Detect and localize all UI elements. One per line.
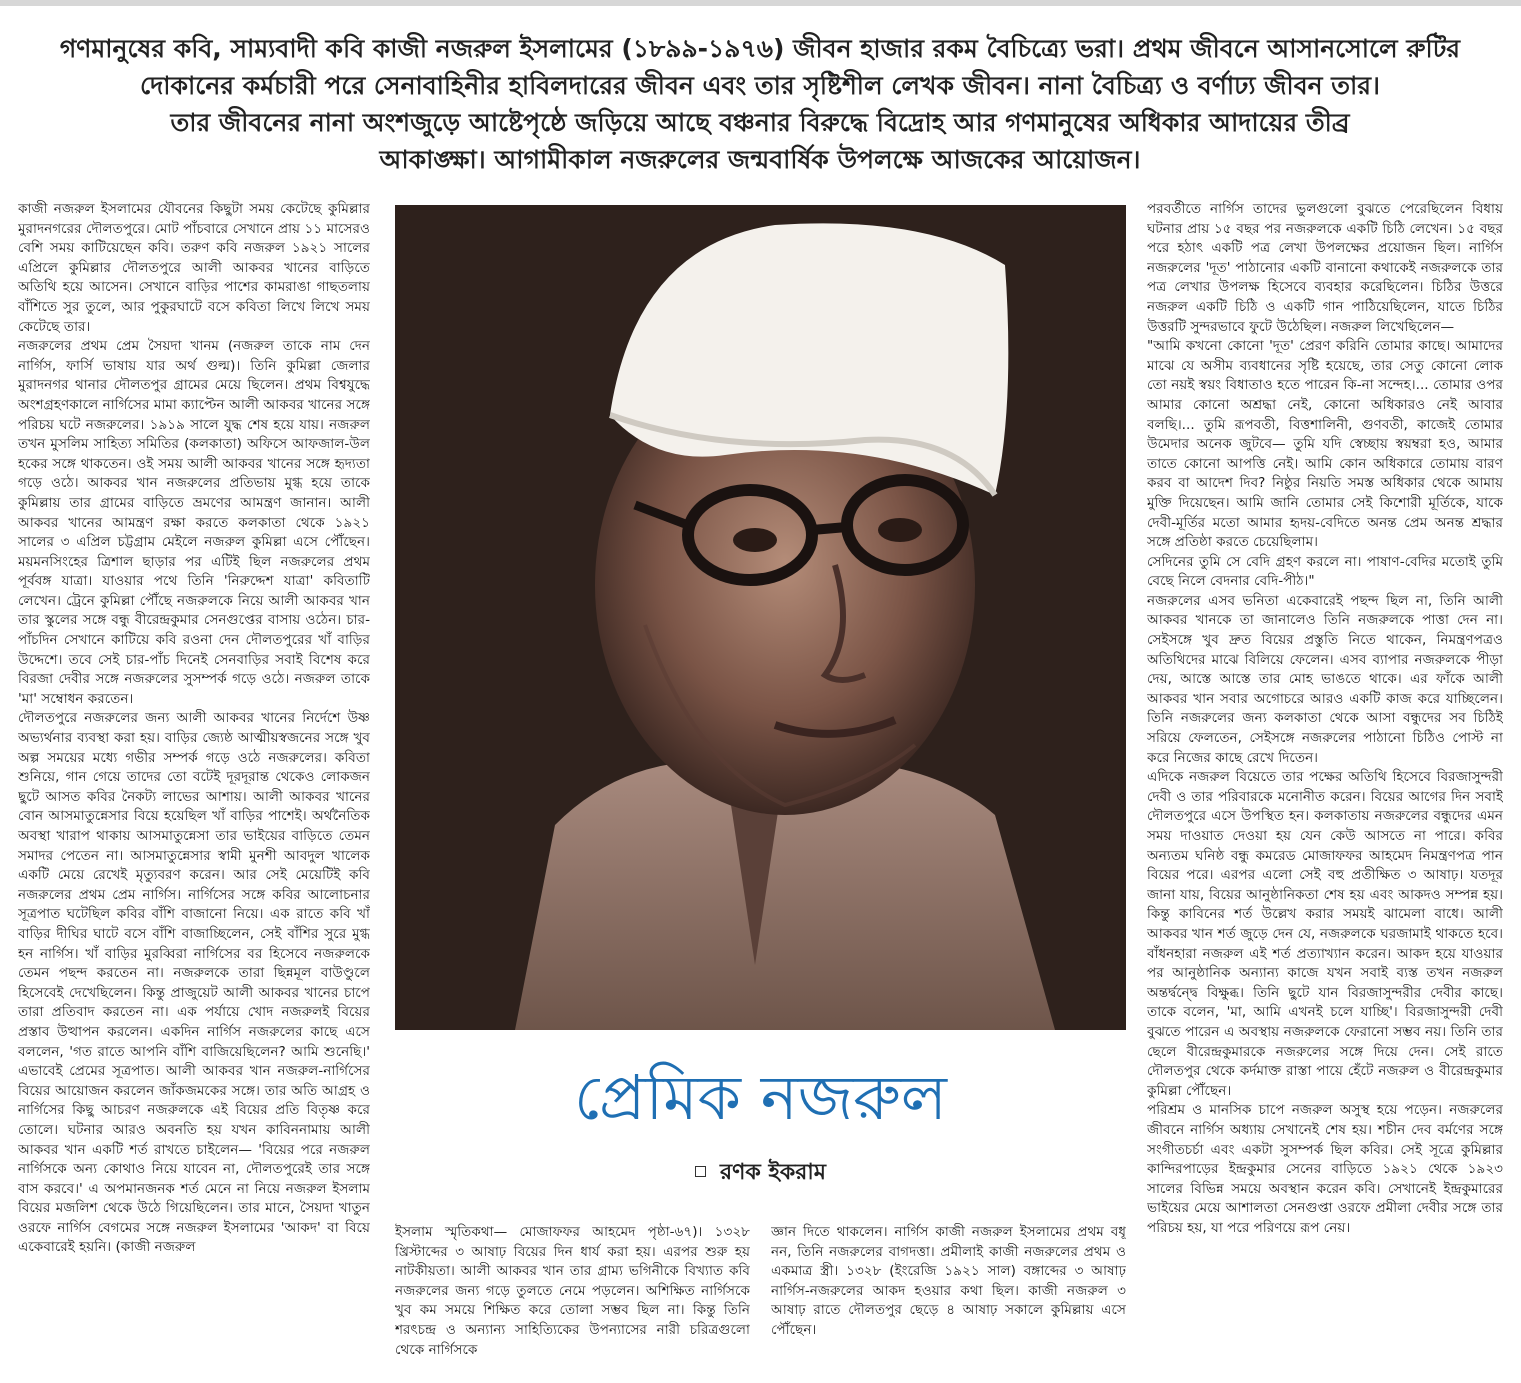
portrait-photo — [395, 205, 1126, 1030]
paragraph: পরিশ্রম ও মানসিক চাপে নজরুল অসুস্থ হয়ে পড়েন। নজরুলের জীবনে নার্গিস অধ্যায় সেখানেই শেষ হয়। শচীন দেব বর্মণের সঙ্গে সংগীতচর্চা এবং একটা সুসম্পর্ক ছিল কবির। সেই সূত্রে কুমিল্লার কান্দিরপাড়ের ইন্দ্রকুমার সেনের বাড়িতে ১৯২১ থেকে ১৯২৩ সালের বিভিন্ন সময়ে অবস্থান করেন কবি। সেখানেই ইন্দ্রকুমারের ভাইয়ের মেয়ে আশালতা সেনগুপ্তা ওরফে প্রমীলা দেবীর সঙ্গে তার পরিচয় হয়, যা পরে পরিণয়ে রূপ নেয়। — [1147, 1102, 1503, 1236]
intro-line: দোকানের কর্মচারী পরে সেনাবাহিনীর হাবিলদারের জীবন এবং তার সৃষ্টিশীল লেখক জীবন। নানা বৈচিত্র্য ও বর্ণাঢ্য জীবন তার। — [140, 71, 1380, 100]
top-rule — [0, 0, 1521, 6]
square-bullet-icon — [695, 1166, 706, 1177]
paragraph: সেদিনের তুমি সে বেদি গ্রহণ করলে না। পাষাণ-বেদির মতোই তুমি বেছে নিলে বেদনার বেদি-পীঠ।" — [1147, 553, 1503, 590]
byline — [395, 1158, 1126, 1188]
intro-line: গণমানুষের কবি, সাম্যবাদী কবি কাজী নজরুল ইসলামের (১৮৯৯-১৯৭৬) জীবন হাজার রকম বৈচিত্র্যে ভরা। প্রথম জীবনে আসানসোলে রুটির — [59, 34, 1461, 63]
paragraph: নজরুলের এসব ভনিতা একেবারেই পছন্দ ছিল না, তিনি আলী আকবর খানকে তা জানালেও তিনি নজরুলকে পাত্তা দেন না। সেইসঙ্গে খুব দ্রুত বিয়ের প্রস্তুতি নিতে থাকেন, নিমন্ত্রণপত্রও অতিথিদের মাঝে বিলিয়ে ফেলেন। এসব ব্যাপার নজরুলকে পীড়া দেয়, আস্তে আস্তে তার মোহ ভাঙতে থাকে। এর ফাঁকে আলী আকবর খান সবার অগোচরে আরও একটি কাজ করে যাচ্ছিলেন। তিনি নজরুলের জন্য কলকাতা থেকে আসা বন্ধুদের সব চিঠিই সরিয়ে ফেলতেন, সেইসঙ্গে নজরুলের পাঠানো চিঠিও পোস্ট না করে নিজের কাছে রেখে দিতেন। — [1147, 592, 1503, 766]
paragraph: দৌলতপুরে নজরুলের জন্য আলী আকবর খানের নির্দেশে উষ্ণ অভ্যর্থনার ব্যবস্থা করা হয়। বাড়ির জ্যেষ্ঠ আত্মীয়স্বজনের সঙ্গে খুব অল্প সময়ের মধ্যে গভীর সম্পর্ক গড়ে ওঠে নজরুলের। কবিতা শুনিয়ে, গান গেয়ে তাদের তো বটেই দূরদূরান্ত থেকেও লোকজন ছুটে আসত কবির নৈকট্য লাভের আশায়। আলী আকবর খানের বোন আসমাতুন্নেসার বিয়ে হয়েছিল খাঁ বাড়ির পাশেই। অর্থনৈতিক অবস্থা খারাপ থাকায় আসমাতুন্নেসা তার ভাইয়ের বাড়িতে তেমন সমাদর পেতেন না। আসমাতুন্নেসার স্বামী মুনশী আবদুল খালেক একটি মেয়ে রেখেই মৃত্যুবরণ করেন। আর সেই মেয়েটিই কবি নজরুলের প্রথম প্রেম নার্গিস। নার্গিসের সঙ্গে কবির আলোচনার সূত্রপাত ঘটেছিল কবির বাঁশি বাজানো নিয়ে। এক রাতে কবি খাঁ বাড়ির দীঘির ঘাটে বসে বাঁশি বাজাচ্ছিলেন, সেই বাঁশির সুরে মুগ্ধ হন নার্গিস। খাঁ বাড়ির মুরব্বিরা নার্গিসের বর হিসেবে নজরুলকে তেমন পছন্দ করতেন না। নজরুলকে তারা ছিন্নমূল বাউণ্ডুলে হিসেবেই দেখেছিলেন। কিন্তু প্রাজুয়েট আলী আকবর খানের চাপে তারা প্রতিবাদ করতেন না। এক পর্যায়ে খোদ নজরুলই বিয়ের প্রস্তাব উত্থাপন করলেন। একদিন নার্গিস নজরুলের কাছে এসে বললেন, 'গত রাতে আপনি বাঁশি বাজিয়েছিলেন? আমি শুনেছি।' এভাবেই প্রেমের সূত্রপাত। আলী আকবর খান নজরুল-নার্গিসের বিয়ের আয়োজন করলেন জাঁকজমকের সঙ্গে। তার অতি আগ্রহ ও নার্গিসের কিছু আচরণ নজরুলকে এই বিয়ের প্রতি বিতৃষ্ণ করে তোলে। ঘটনার আরও অবনতি হয় যখন কাবিননামায় আলী আকবর খান একটি শর্ত রাখতে চাইলেন— 'বিয়ের পরে নজরুল নার্গিসকে অন্য কোথাও নিয়ে যাবেন না, দৌলতপুরেই তার সঙ্গে বাস করবে।' এ অপমানজনক শর্ত মেনে না নিয়ে নজরুল ইসলাম বিয়ের মজলিশ থেকে উঠে গিয়েছিলেন। তার মানে, সৈয়দা খাতুন ওরফে নার্গিস বেগমের সঙ্গে নজরুল ইসলামের 'আকদ' বা বিয়ে একেবারেই হয়নি। (কাজী নজরুল — [18, 710, 370, 1256]
article-column-right — [1147, 200, 1503, 1375]
paragraph: জ্ঞান দিতে থাকলেন। নার্গিস কাজী নজরুল ইসলামের প্রথম বধূ নন, তিনি নজরুলের বাগদত্তা। প্রমীলাই কাজী নজরুলের প্রথম ও একমাত্র স্ত্রী। ১৩২৮ (ইংরেজি ১৯২১ সাল) বঙ্গাব্দের ৩ আষাঢ় নার্গিস-নজরুলের আকদ হওয়ার কথা ছিল। কাজী নজরুল ৩ আষাঢ় রাতে দৌলতপুর ছেড়ে ৪ আষাঢ় সকালে কুমিল্লায় এসে পৌঁছেন। — [771, 1224, 1126, 1338]
headline: প্রেমিক নজরুল — [574, 1061, 947, 1134]
article-column-mid-2 — [771, 1223, 1126, 1373]
paragraph: নজরুলের প্রথম প্রেম সৈয়দা খানম (নজরুল তাকে নাম দেন নার্গিস, ফার্সি ভাষায় যার অর্থ গুল্ম)। তিনি কুমিল্লা জেলার মুরাদনগর থানার দৌলতপুর গ্রামের মেয়ে ছিলেন। প্রথম বিশ্বযুদ্ধে অংশগ্রহণকালে নার্গিসের মামা ক্যাপ্টেন আলী আকবর খানের সঙ্গে পরিচয় ঘটে নজরুলের। ১৯১৯ সালে যুদ্ধ শেষ হয়ে যায়। নজরুল তখন মুসলিম সাহিত্য সমিতির (কলকাতা) অফিসে আফজাল-উল হকের সঙ্গে থাকতেন। ওই সময় আলী আকবর খানের সঙ্গে হৃদ্যতা গড়ে ওঠে। আকবর খান নজরুলের প্রতিভায় মুগ্ধ হয়ে তাকে কুমিল্লায় তার গ্রামের বাড়িতে ভ্রমণের আমন্ত্রণ জানান। আলী আকবর খানের আমন্ত্রণ রক্ষা করতে কলকাতা থেকে ১৯২১ সালের ৩ এপ্রিল চট্টগ্রাম মেইলে নজরুল কুমিল্লা এসে পৌঁছেন। ময়মনসিংহের ত্রিশাল ছাড়ার পর এটিই ছিল নজরুলের প্রথম পূর্ববঙ্গ যাত্রা। যাওয়ার পথে তিনি 'নিরুদ্দেশ যাত্রা' কবিতাটি লেখেন। ট্রেনে কুমিল্লা পৌঁছে নজরুলকে নিয়ে আলী আকবর খান তার স্কুলের সঙ্গে বন্ধু বীরেন্দ্রকুমার সেনগুপ্তের বাসায় ওঠেন। চার-পাঁচদিন সেখানে কাটিয়ে কবি রওনা দেন দৌলতপুরের খাঁ বাড়ির উদ্দেশে। তবে সেই চার-পাঁচ দিনেই সেনবাড়ির সবাই বিশেষ করে বিরজা দেবীর সঙ্গে নজরুলের সুসম্পর্ক গড়ে ওঠে। নজরুল তাকে 'মা' সম্বোধন করতেন। — [18, 338, 370, 707]
author-name: রণক ইকরাম — [720, 1160, 826, 1185]
intro-block — [30, 30, 1490, 178]
paragraph: এদিকে নজরুল বিয়েতে তার পক্ষের অতিথি হিসেবে বিরজাসুন্দরী দেবী ও তার পরিবারকে মনোনীত করেন। বিয়ের আগের দিন সবাই দৌলতপুরে এসে উপস্থিত হন। কলকাতায় নজরুলের বন্ধুদের এমন সময় দাওয়াত দেওয়া হয় যেন কেউ আসতে না পারে। কবির অন্যতম ঘনিষ্ঠ বন্ধু কমরেড মোজাফফর আহমেদ নিমন্ত্রণপত্র পান বিয়ের পরে। এরপর এলো সেই বহু প্রতীক্ষিত ৩ আষাঢ়। যতদূর জানা যায়, বিয়ের আনুষ্ঠানিকতা শেষ হয় এবং আকদও সম্পন্ন হয়। কিন্তু কাবিনের শর্ত উল্লেখ করার সময়ই ঝামেলা বাধে। আলী আকবর খান শর্ত জুড়ে দেন যে, নজরুলকে ঘরজামাই থাকতে হবে। বাঁধনহারা নজরুল এই শর্ত প্রত্যাখ্যান করেন। আকদ হয়ে যাওয়ার পর আনুষ্ঠানিক অন্যান্য কাজে যখন সবাই ব্যস্ত তখন নজরুল অন্তর্দ্বন্দ্বে বিক্ষুব্ধ। তিনি ছুটে যান বিরজাসুন্দরীর দেবীর কাছে। তাকে বলেন, 'মা, আমি এখনই চলে যাচ্ছি'। বিরজাসুন্দরী দেবী বুঝতে পারেন এ অবস্থায় নজরুলকে ফেরানো সম্ভব নয়। তিনি তার ছেলে বীরেন্দ্রকুমারকে নজরুলের সঙ্গে দিয়ে দেন। সেই রাতে দৌলতপুর থেকে কর্দমাক্ত রাস্তা পায়ে হেঁটে নজরুল ও বীরেন্দ্রকুমার কুমিল্লা পৌঁছেন। — [1147, 769, 1503, 1099]
intro-line: আকাঙ্ক্ষা। আগামীকাল নজরুলের জন্মবার্ষিক উপলক্ষে আজকের আয়োজন। — [379, 145, 1141, 174]
portrait-illustration — [395, 205, 1126, 1030]
paragraph: "আমি কখনো কোনো 'দূত' প্রেরণ করিনি তোমার কাছে। আমাদের মাঝে যে অসীম ব্যবধানের সৃষ্টি হয়েছে, তার সেতু কোনো লোক তো নয়ই স্বয়ং বিধাতাও হতে পারেন কি-না সন্দেহ।... তোমার ওপর আমার কোনো অশ্রদ্ধা নেই, কোনো অধিকারও নেই আবার বলছি।... তুমি রূপবতী, বিত্তশালিনী, গুণবতী, কাজেই তোমার উমেদার অনেক জুটবে— তুমি যদি স্বেচ্ছায় স্বয়ম্বরা হও, আমার তাতে কোনো আপত্তি নেই। আমি কোন অধিকারে তোমায় বারণ করব বা আদেশ দিব? নিষ্ঠুর নিয়তি সমস্ত অধিকার থেকে আমায় মুক্তি দিয়েছেন। আমি জানি তোমার সেই কিশোরী মূর্তিকে, যাকে দেবী-মূর্তির মতো আমার হৃদয়-বেদিতে অনন্ত প্রেম অনন্ত শ্রদ্ধার সঙ্গে প্রতিষ্ঠা করতে চেয়েছিলাম। — [1147, 338, 1503, 551]
paragraph: ইসলাম স্মৃতিকথা— মোজাফফর আহমেদ পৃষ্ঠা-৬৭)। ১৩২৮ খ্রিস্টাব্দের ৩ আষাঢ় বিয়ের দিন ধার্য করা হয়। এরপর শুরু হয় নাটকীয়তা। আলী আকবর খান তার গ্রাম্য ভগিনীকে বিখ্যাত কবি নজরুলের জন্য গড়ে তুলতে নেমে পড়লেন। অশিক্ষিত নার্গিসকে খুব কম সময়ে শিক্ষিত করে তোলা সম্ভব ছিল না। কিন্তু তিনি শরৎচন্দ্র ও অন্যান্য সাহিত্যিকের উপন্যাসের নারী চরিত্রগুলো থেকে নার্গিসকে — [395, 1224, 750, 1358]
article-column-left — [18, 200, 370, 1375]
paragraph: কাজী নজরুল ইসলামের যৌবনের কিছুটা সময় কেটেছে কুমিল্লার মুরাদনগরের দৌলতপুরে। মোট পাঁচবারে সেখানে প্রায় ১১ মাসেরও বেশি সময় কাটিয়েছেন কবি। তরুণ কবি নজরুল ১৯২১ সালের এপ্রিলে কুমিল্লার দৌলতপুরে আলী আকবর খানের বাড়িতে অতিথি হয়ে আসেন। সেখানে বাড়ির পাশের কামরাঙা গাছতলায় বাঁশিতে সুর তুলে, আর পুকুরঘাটে বসে কবিতা লিখে লিখে সময় কেটেছে তার। — [18, 201, 370, 335]
intro-line: তার জীবনের নানা অংশজুড়ে আষ্টেপৃষ্ঠে জড়িয়ে আছে বঞ্চনার বিরুদ্ধে বিদ্রোহ আর গণমানুষের অধিকার আদায়ের তীব্র — [170, 108, 1350, 137]
article-column-mid-1 — [395, 1223, 750, 1373]
paragraph: পরবর্তীতে নার্গিস তাদের ভুলগুলো বুঝতে পেরেছিলেন বিধায় ঘটনার প্রায় ১৫ বছর পর নজরুলকে একটি চিঠি লেখেন। ১৫ বছর পরে হঠাৎ একটি পত্র লেখা উপলক্ষের প্রয়োজন ছিল। নার্গিস নজরুলের 'দূত' পাঠানোর একটি বানানো কথাকেই নজরুলকে তার পত্র লেখার উপলক্ষ হিসেবে ব্যবহার করেছিলেন। চিঠির উত্তরে নজরুল একটি চিঠি ও একটি গান পাঠিয়েছিলেন, যাতে চিঠির উত্তরটি সুন্দরভাবে ফুটে উঠেছিল। নজরুল লিখেছিলেন— — [1147, 201, 1503, 335]
